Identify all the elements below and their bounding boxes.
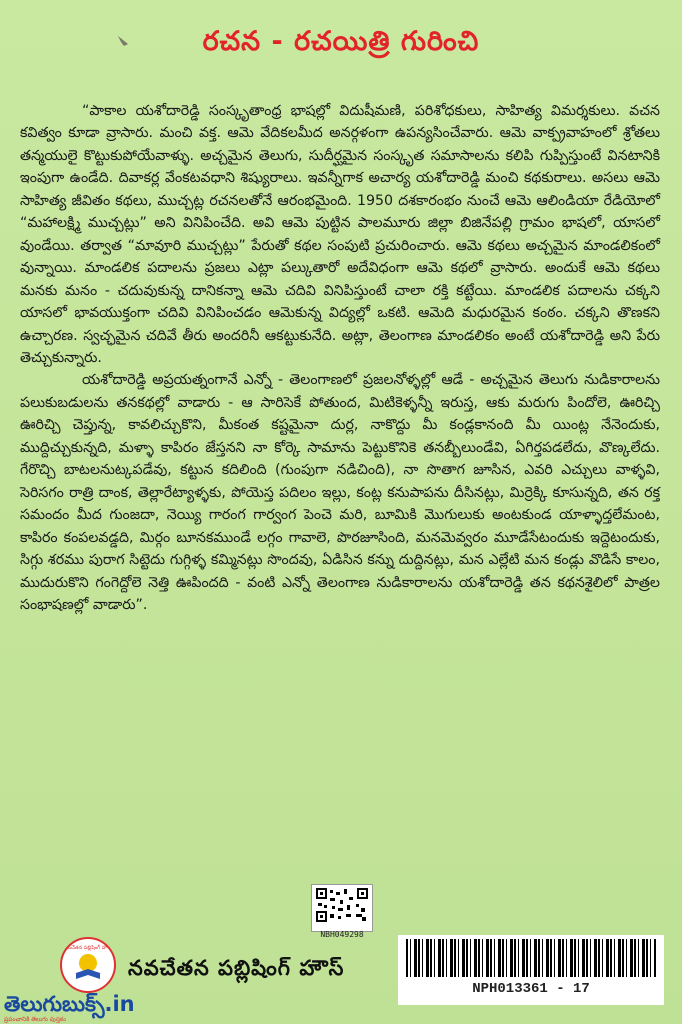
qr-code bbox=[311, 884, 373, 932]
barcode-number: NPH013361 - 17 bbox=[472, 981, 590, 997]
paragraph-1: “పాకాల యశోదారెడ్డి సంస్కృతాంధ్ర భాషల్లో విదుషీమణి, పరిశోధకులు, సాహిత్య విమర్శకులు. వచన కవిత్వం కూడా వ్రాసారు. మంచి వక్త. ఆమె వేదికలమీద అనర్గళంగా ఉపన్యసించేవారు. ఆమె వాక్ప్రవాహంలో శ్రోతలు తన్మయులై కొట్టుకుపోయేవాళ్ళు. అచ్చమైన తెలుగు, సుదీర్ఘమైన సంస్కృత సమాసాలను కలిపి గుప్పిస్తుంటే వినటానికి ఇంపుగా ఉండేది. దివాకర్ల వేంకటవధాని శిష్యురాలు. ఇవన్నీగాక అచార్య యశోదారెడ్డి మంచి కథకురాలు. అసలు ఆమె సాహిత్య జీవితం కథలు, ముచ్చట్ల రచనలతోనే ఆరంభమైంది. 1950 దశకారంభం నుంచే ఆమె ఆలిండియా రేడియోలో “మహాలక్ష్మి ముచ్చట్లు” అని వినిపించేది. అవి ఆమె పుట్టిన పాలమూరు జిల్లా బిజినేపల్లి గ్రామం భాషలో, యాసలో వుండేయి. తర్వాత “మావూరి ముచ్చట్లు” పేరుతో కథల సంపుటి ప్రచురించారు. ఆమె కథలు అచ్చమైన మాండలికంలో వున్నాయి. మాండలిక పదాలను ప్రజలు ఎట్లా పల్కుతారో అదేవిధంగా ఆమె కథలో వ్రాసారు. అందుకే ఆమె కథలు మనకు మనం - చదువుకున్న దానికన్నా ఆమె చదివి వినిపిస్తుంటే చాలా రక్తి కట్టేయి. మాండలిక పదాలను చక్కని యాసలో భావయుక్తంగా చదివి వినిపించడం ఆమెకున్న విద్యల్లో ఒకటి. ఆమెది మధురమైన కంఠం. చక్కని తొణకని ఉచ్చారణ. స్వచ్ఛమైన చదివే తీరు అందరినీ ఆకట్టుకునేది. అట్లా, తెలంగాణ మాండలికం అంటే యశోదారెడ్డి అని పేరు తెచ్చుకున్నారు. bbox=[20, 103, 660, 366]
logo-text: నవచేతన పబ్లిషింగ్ హౌస్ bbox=[63, 945, 113, 951]
qr-code-label: NBH049298 bbox=[320, 930, 364, 939]
publisher-logo bbox=[60, 937, 116, 993]
paragraph-2: యశోదారెడ్డి అప్రయత్నంగానే ఎన్నో - తెలంగాణలో ప్రజలనోళ్ళల్లో ఆడే - అచ్చమైన తెలుగు నుడికారాలను పలుకుబడులను తనకథల్లో వాడారు - ఆ సారిసెకే పోతుంద, మిటికెళ్ళన్నీ ఇరుస్త, ఆకు మరుగు పిందోలె, ఊరిచ్చి ఊరిచ్చి చెప్తున్న, కావలిచ్చుకొని, మీకంత కష్టమైనా దుర్ల, నాకొద్దు మీ కండ్లకానంది మీ యింట్ల నేనెందుకు, ముద్దిచ్చుకున్నది, మళ్ళా కాపిరం జేస్తనని నా కోర్కె సామాను పెట్టుకొనికె తనబ్బీలుండేవి, ఏగిర్తపడలేదు, వొణ్కలేదు. గేరొచ్చి బాటలనుట్కపడేవు, కట్టున కదిలింది (గుంపుగా నడిచింది), నా సొతాగ జూసిన, ఎవరి ఎచ్చులు వాళ్ళవి, సెరిసగం రాత్రి దాంక, తెల్లారేట్యాళ్ళకు, పోయెస్త పదిలం ఇల్లు, కంట్ల కనుపాపను దీసినట్లు, మిర్రెక్కి కూసున్నది, తన రక్త సమందం మీద గుంజదా, నెయ్యి గారంగ గార్వంగ పెంచె మరి, బూమికి మొగులుకు అంటకుండ యాళ్ళాద్తలేమంట, కాపిరం కంపలవడ్డది, మిర్గం బూనకముండే లగ్గం గావాలె, పొరజూసింది, మనమెవ్వరం మూడేసేటందుకు ఇద్దెటందుకు, సిగ్గు శరము పురాగ సిట్టెదు గుగ్గిళ్ళ కమ్మినట్లు సొందవు, ఏడిసిన కన్ను దుద్దినట్లు, మన ఎల్లేటి మన కండ్లు వొడిసే కాలం, ముదురుకొని గంగెద్దోలె నెత్తి ఊపిందది - వంటి ఎన్నో తెలంగాణ నుడికారాలను యశోదారెడ్డి తన కథనశైలిలో పాత్రల సంభాషణల్లో వాడారు”. bbox=[20, 372, 660, 613]
body-text bbox=[20, 100, 660, 616]
site-logo: తెలుగుబుక్స్.in bbox=[4, 992, 135, 1016]
book-logo-icon bbox=[62, 939, 114, 991]
page-title: రచన - రచయిత్రి గురించి bbox=[202, 26, 480, 57]
qr-code-icon bbox=[316, 888, 368, 922]
site-tagline: ప్రపంచానికి తెలుగు పుస్తకం bbox=[4, 1016, 67, 1023]
barcode bbox=[398, 935, 664, 1005]
barcode-icon bbox=[406, 939, 656, 977]
publisher-name: నవచేతన పబ్లిషింగ్ హౌస్ bbox=[128, 956, 345, 980]
